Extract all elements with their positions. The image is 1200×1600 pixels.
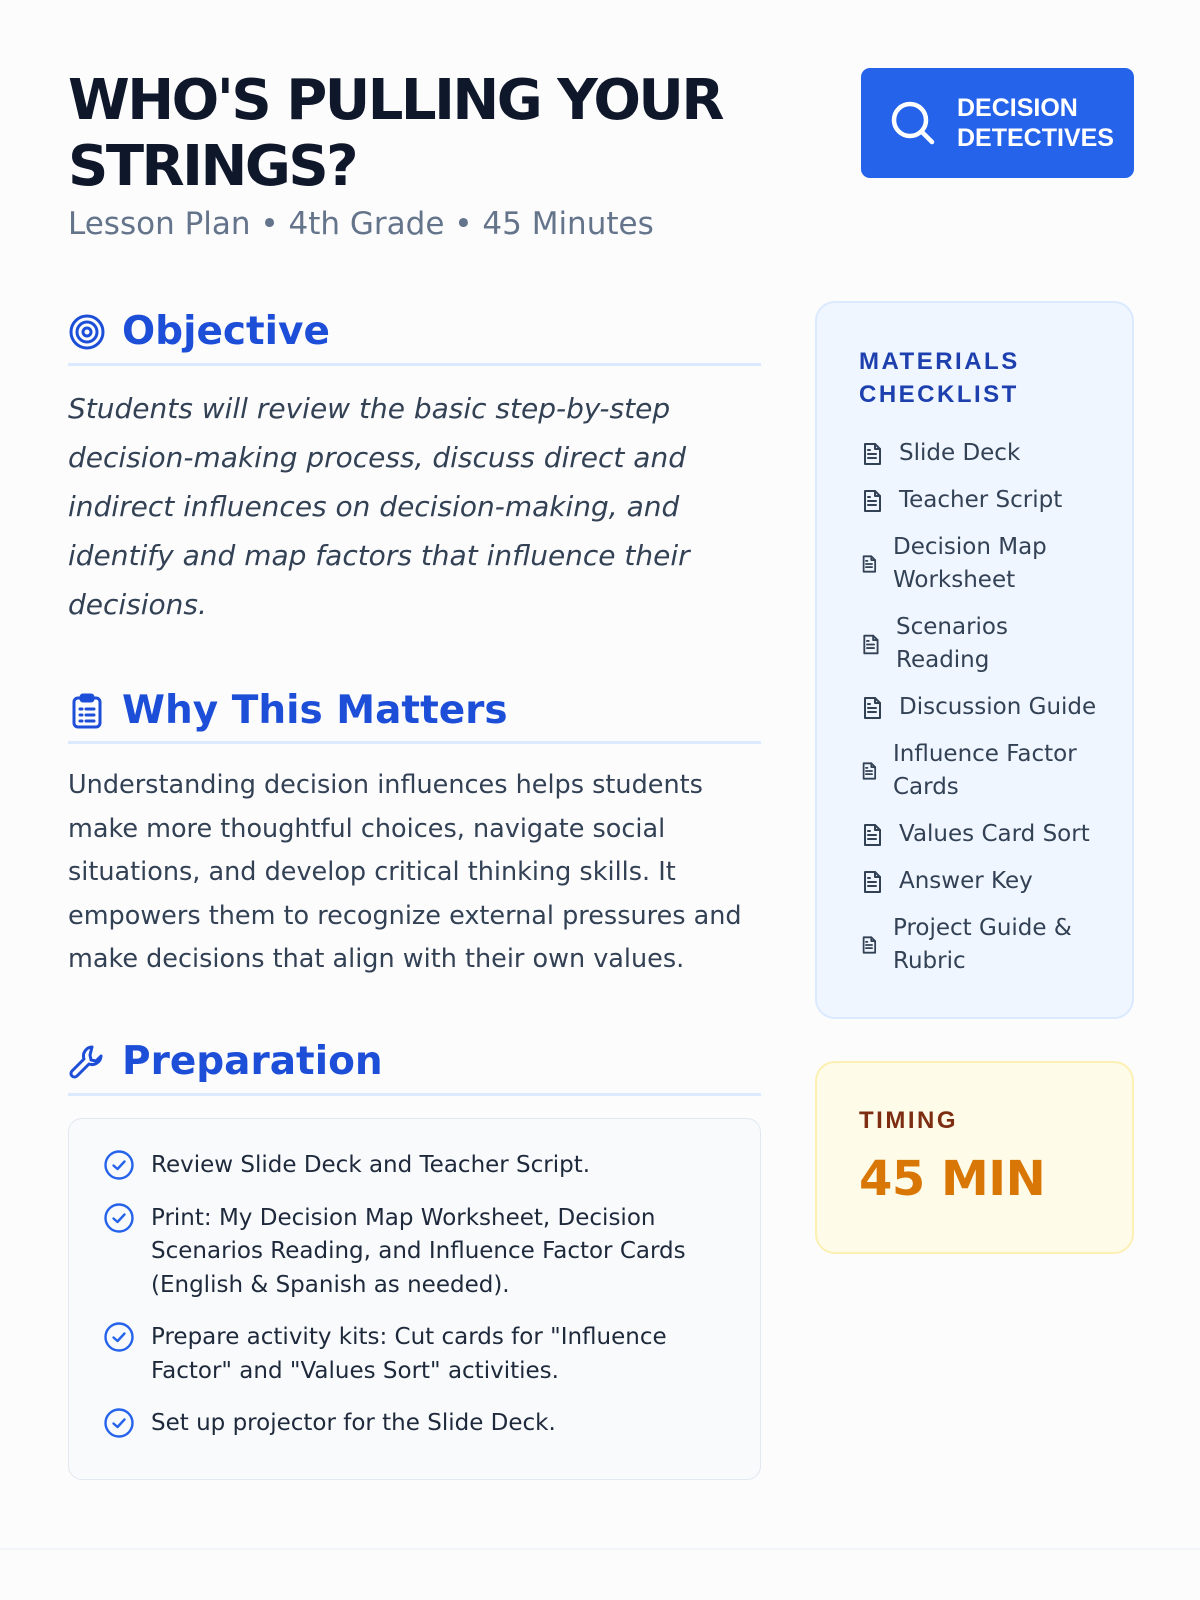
timing-card (815, 1061, 1134, 1254)
check-circle-icon (103, 1321, 135, 1353)
material-label: Discussion Guide (899, 694, 1097, 720)
document-icon (859, 869, 885, 895)
material-label: Answer Key (899, 868, 1033, 894)
material-item (859, 865, 1118, 898)
document-icon (859, 695, 885, 721)
material-label: Teacher Script (899, 487, 1063, 513)
material-item (859, 484, 1118, 517)
badge-label: DECISION DETECTIVES (957, 94, 1114, 152)
why-title: Why This Matters (122, 688, 508, 733)
material-label: Slide Deck (899, 440, 1021, 466)
prep-item-text: Prepare activity kits: Cut cards for "Influence Factor" and "Values Sort" activities. (151, 1324, 667, 1384)
check-circle-icon (103, 1407, 135, 1439)
clipboard-icon (68, 692, 106, 730)
material-item (859, 437, 1118, 470)
timing-value: 45 MIN (859, 1151, 1046, 1207)
wrench-icon (68, 1043, 106, 1081)
prep-item (103, 1321, 740, 1388)
material-item (859, 738, 1118, 804)
material-label: Project Guide & Rubric (893, 915, 1072, 974)
material-label: Values Card Sort (899, 821, 1090, 847)
document-icon (859, 441, 885, 467)
material-item (859, 818, 1118, 851)
objective-heading (68, 300, 761, 366)
preparation-title: Preparation (122, 1039, 383, 1084)
materials-title: MATERIALS CHECKLIST (859, 348, 1020, 408)
why-heading (68, 680, 761, 744)
material-item (859, 611, 1118, 677)
footer-divider (0, 1548, 1200, 1550)
decision-detectives-badge (861, 68, 1134, 178)
target-icon (68, 313, 106, 351)
prep-item (103, 1149, 740, 1183)
material-label: Decision Map Worksheet (893, 534, 1047, 593)
objective-text: Students will review the basic step-by-step decision-making process, discuss direct and indirect influences on decision-making, and identify and map factors that influence their decisions. (68, 392, 690, 621)
prep-item-text: Set up projector for the Slide Deck. (151, 1410, 556, 1436)
material-label: Influence Factor Cards (893, 741, 1077, 800)
document-icon (859, 633, 882, 656)
prep-item (103, 1407, 740, 1441)
check-circle-icon (103, 1202, 135, 1234)
document-icon (859, 488, 885, 514)
document-icon (859, 554, 879, 574)
check-circle-icon (103, 1149, 135, 1181)
document-icon (859, 822, 885, 848)
document-icon (859, 761, 879, 781)
prep-item-text: Print: My Decision Map Worksheet, Decision Scenarios Reading, and Influence Factor Cards (English & Spanish as needed). (151, 1204, 686, 1298)
document-icon (859, 935, 879, 955)
page-subtitle: Lesson Plan • 4th Grade • 45 Minutes (68, 206, 654, 242)
material-item (859, 531, 1118, 597)
material-item (859, 912, 1118, 978)
material-item (859, 691, 1118, 724)
objective-title: Objective (122, 309, 330, 354)
prep-item (103, 1202, 740, 1303)
material-label: Scenarios Reading (896, 614, 1008, 673)
materials-list (859, 437, 1118, 978)
materials-checklist (815, 301, 1134, 1019)
preparation-checklist (68, 1118, 761, 1480)
timing-label: TIMING (859, 1107, 958, 1134)
preparation-heading (68, 1030, 761, 1096)
why-text: Understanding decision influences helps students make more thoughtful choices, navigate social situations, and develop critical thinking skills. It empowers them to recognize external pressures and make decisions that align with their own values. (68, 770, 742, 974)
search-icon (889, 99, 937, 147)
page-title: WHO'S PULLING YOUR STRINGS? (68, 68, 723, 199)
prep-item-text: Review Slide Deck and Teacher Script. (151, 1152, 591, 1178)
